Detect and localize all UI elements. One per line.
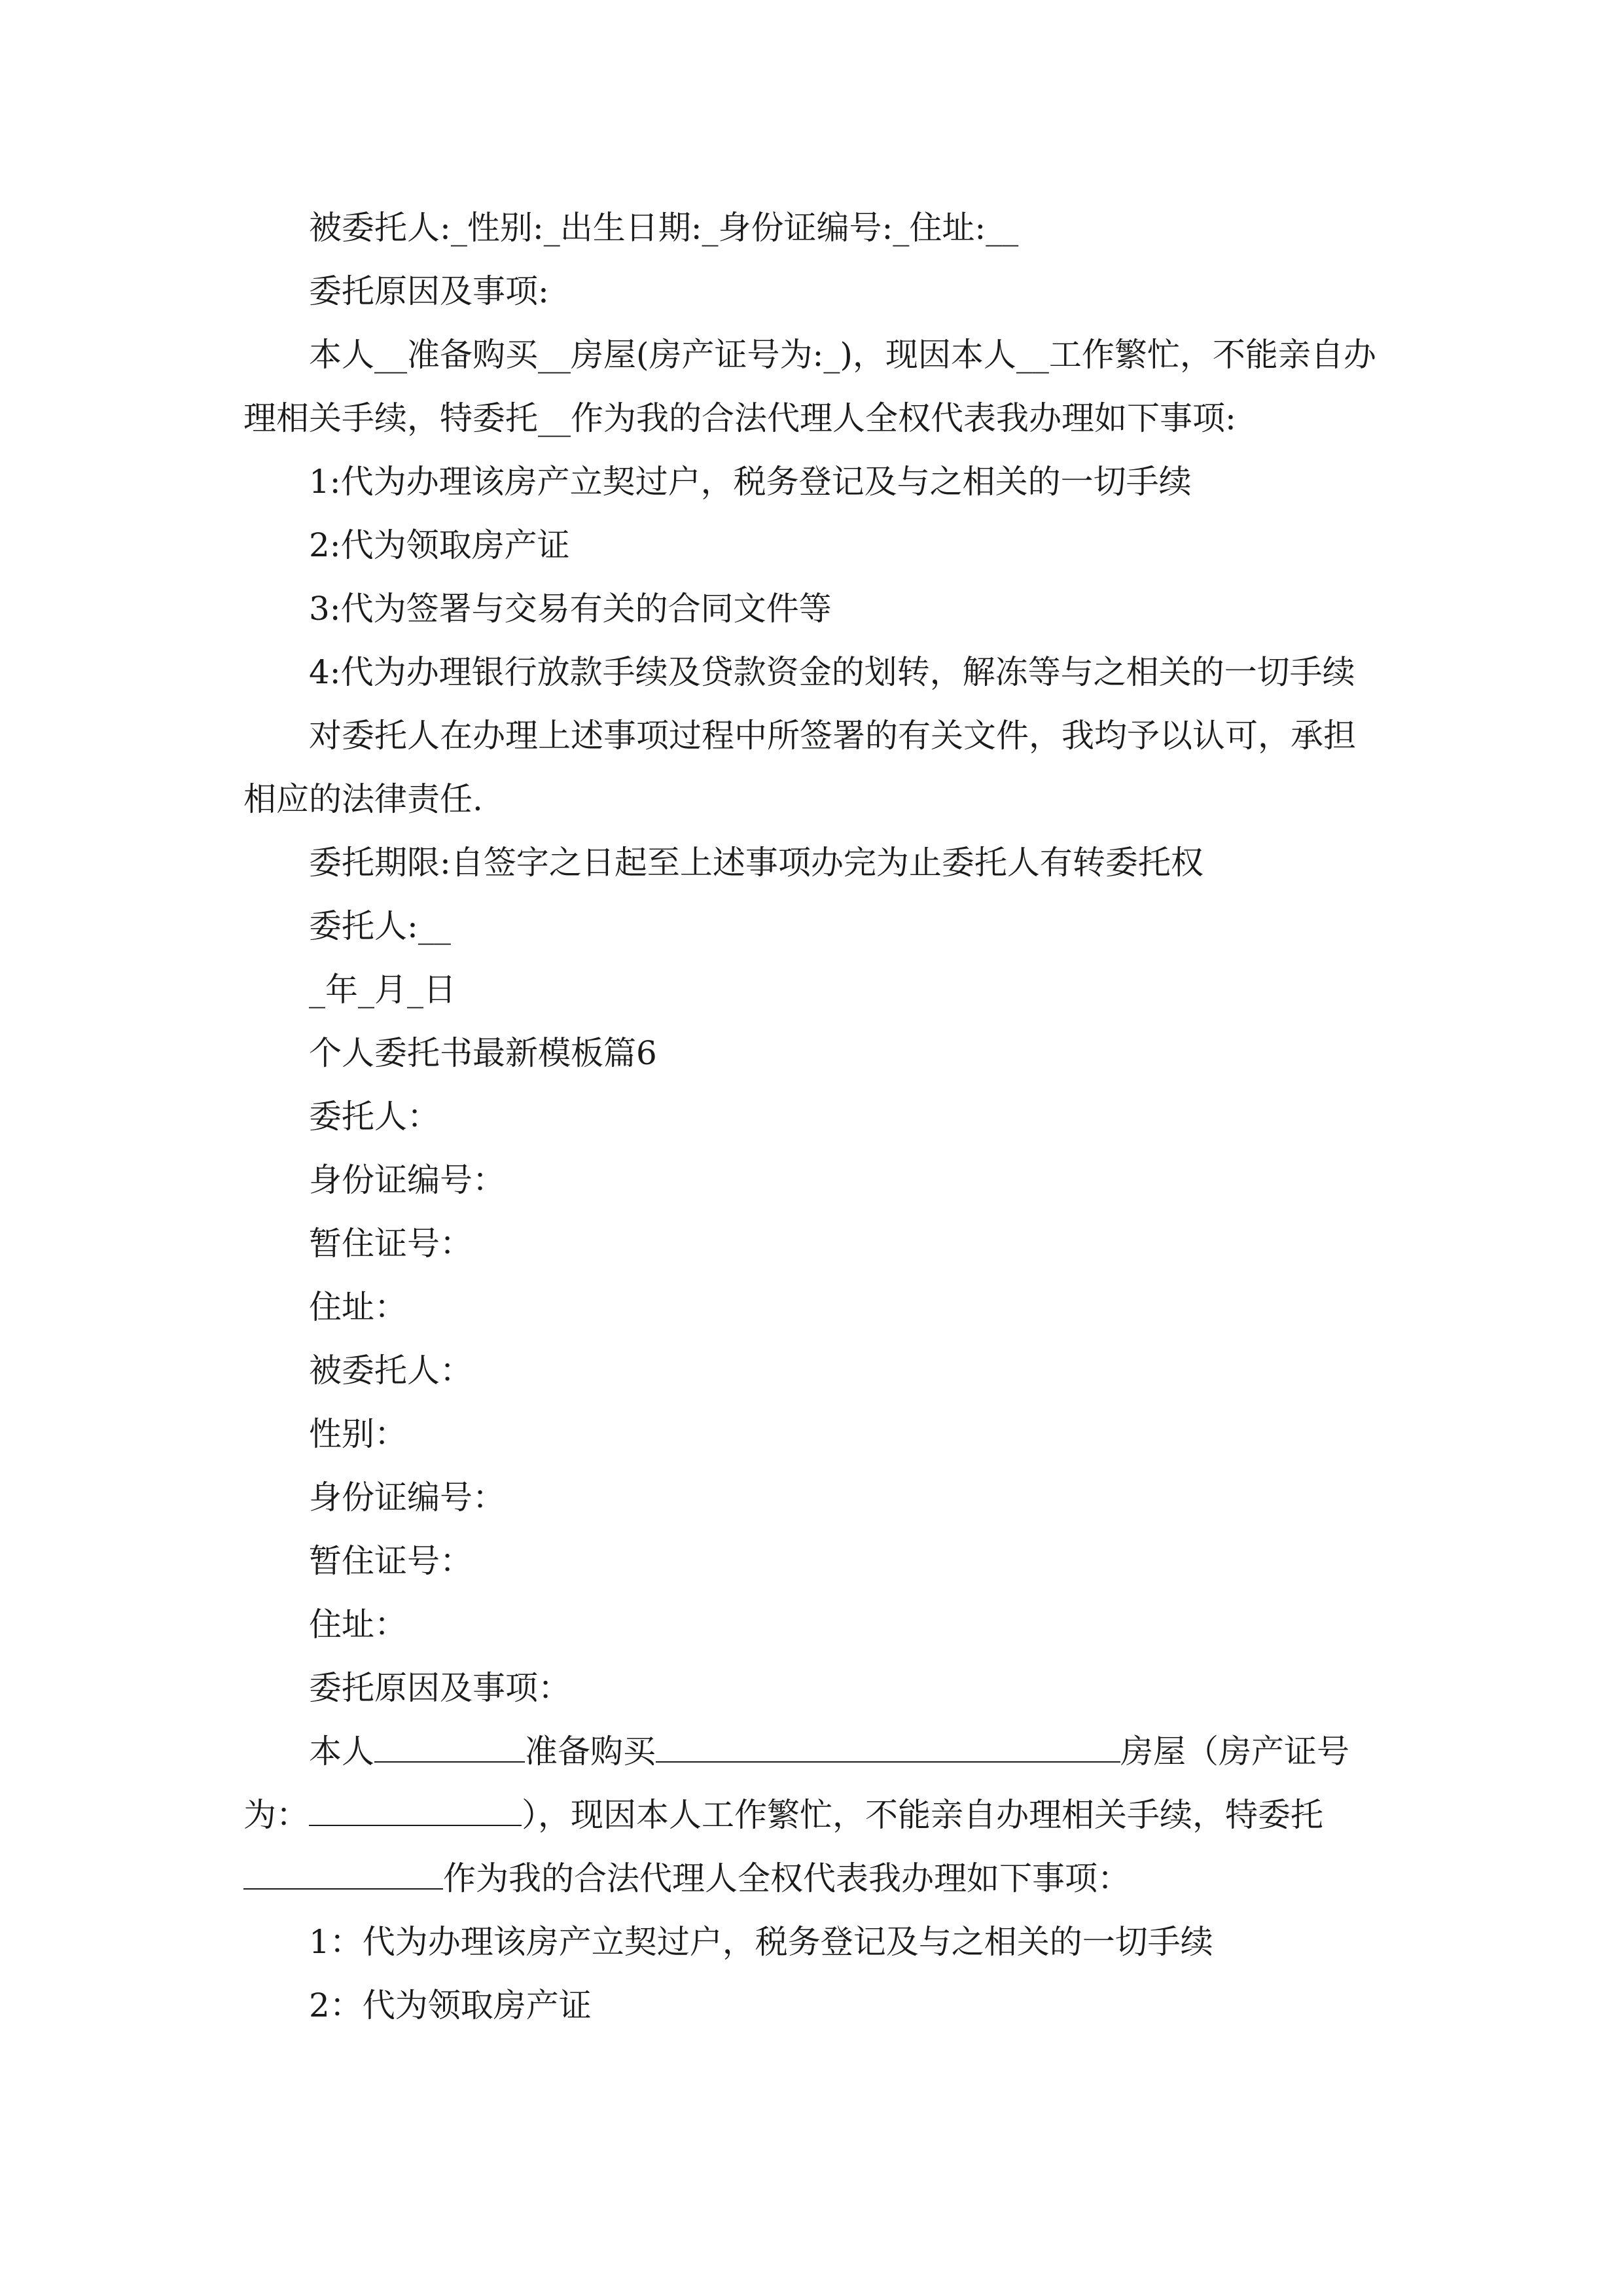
paragraph: 对委托人在办理上述事项过程中所签署的有关文件，我均予以认可，承担相应的法律责任.: [243, 717, 1356, 818]
field-principal: 委托人：: [309, 1098, 440, 1136]
blank-line: [374, 1723, 525, 1763]
field-agent: 被委托人：: [309, 1352, 473, 1390]
paragraph: 本人__准备购买__房屋(房产证号为:_)，现因本人__工作繁忙，不能亲自办理相关手续，特委托__作为我的合法代理人全权代表我办理如下事项:: [243, 336, 1376, 437]
agent-info-line: 被委托人:_性别:_出生日期:_身份证编号:_住址:__: [309, 209, 1019, 247]
text-segment: 作为我的合法代理人全权代表我办理如下事项：: [443, 1859, 1130, 1897]
field-id-number: 身份证编号：: [309, 1161, 505, 1199]
blank-line: [656, 1723, 1120, 1763]
text-segment: 准备购买: [525, 1732, 656, 1770]
blank-line: [309, 1787, 522, 1826]
list-item: 1:代为办理该房产立契过户，税务登记及与之相关的一切手续: [309, 463, 1192, 501]
document-body: [243, 196, 1380, 2037]
list-item: 2：代为领取房产证: [309, 1986, 592, 2024]
list-item: 2:代为领取房产证: [309, 526, 570, 564]
field-temp-permit: 暂住证号：: [309, 1542, 473, 1580]
term-line: 委托期限:自签字之日起至上述事项办完为止委托人有转委托权: [309, 844, 1204, 882]
field-gender: 性别：: [309, 1415, 407, 1453]
section-title: 个人委托书最新模板篇6: [309, 1034, 657, 1072]
blank-line: [243, 1850, 443, 1890]
field-id-number: 身份证编号：: [309, 1479, 505, 1516]
date-line: _年_月_日: [309, 971, 456, 1009]
list-item: 3:代为签署与交易有关的合同文件等: [309, 590, 832, 628]
text-segment: 房屋（房产证号为：: [243, 1732, 1349, 1834]
principal-signature: 委托人:__: [309, 907, 451, 945]
field-address: 住址：: [309, 1605, 407, 1643]
paragraph-with-blanks: [243, 1720, 1380, 1910]
field-temp-permit: 暂住证号：: [309, 1225, 473, 1263]
text-segment: ），现因本人工作繁忙，不能亲自办理相关手续，特委托: [522, 1796, 1323, 1834]
field-address: 住址：: [309, 1288, 407, 1326]
list-item: 4:代为办理银行放款手续及贷款资金的划转，解冻等与之相关的一切手续: [309, 653, 1355, 691]
reason-header: 委托原因及事项:: [309, 272, 549, 310]
reason-header: 委托原因及事项：: [309, 1669, 571, 1707]
text-segment: 本人: [309, 1732, 374, 1770]
list-item: 1：代为办理该房产立契过户，税务登记及与之相关的一切手续: [309, 1923, 1213, 1961]
